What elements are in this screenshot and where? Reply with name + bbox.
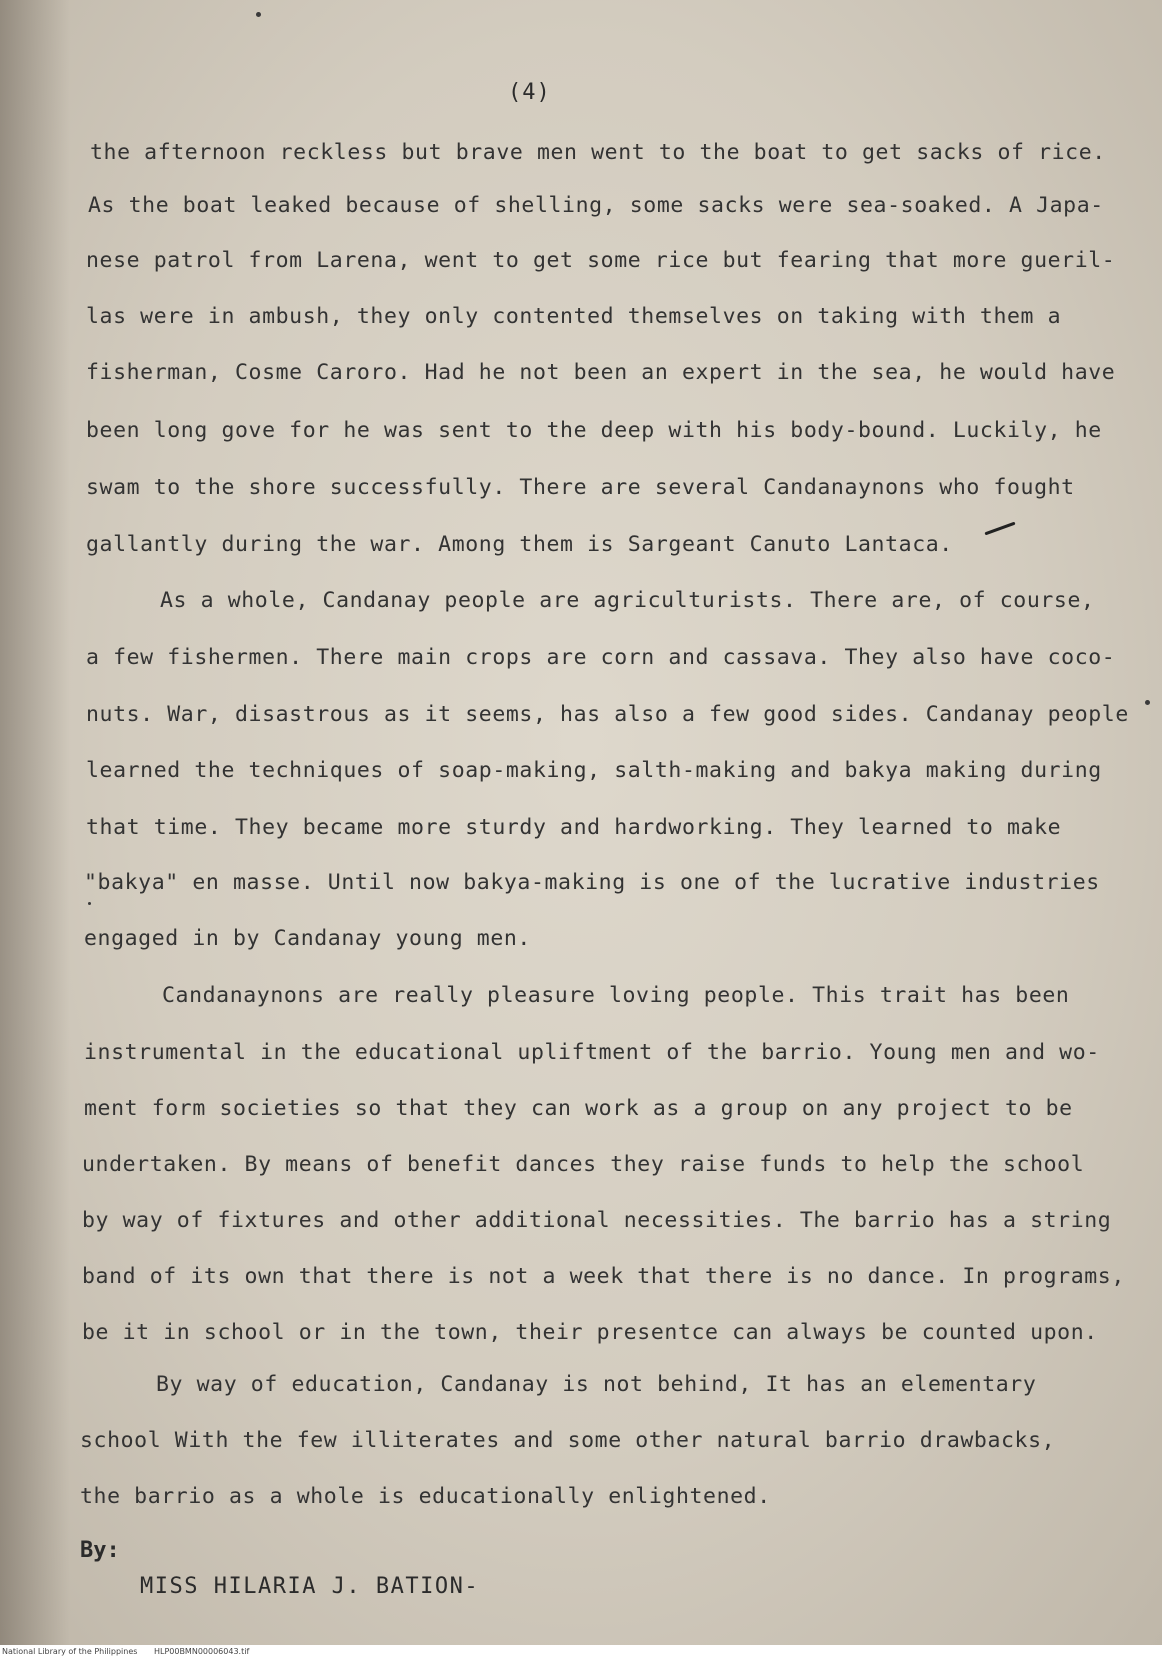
body-line-21: band of its own that there is not a week that there is no dance. In programs,	[82, 1264, 1125, 1289]
page-number: (4)	[508, 80, 551, 105]
body-line-9: As a whole, Candanay people are agriculturists. There are, of course,	[160, 588, 1095, 613]
body-line-8: gallantly during the war. Among them is Sargeant Canuto Lantaca.	[86, 532, 953, 557]
body-line-18: ment form societies so that they can work as a group on any project to be	[84, 1096, 1073, 1121]
body-line-23: By way of education, Candanay is not behind, It has an elementary	[156, 1372, 1037, 1397]
pen-tick-mark	[984, 522, 1015, 536]
body-line-14: "bakya" en masse. Until now bakya-making is one of the lucrative industries	[84, 870, 1100, 895]
author-name: MISS HILARIA J. BATION-	[140, 1574, 480, 1599]
body-line-15: engaged in by Candanay young men.	[84, 926, 531, 951]
body-line-12: learned the techniques of soap-making, salth-making and bakya making during	[86, 758, 1102, 783]
body-line-24: school With the few illiterates and some other natural barrio drawbacks,	[80, 1428, 1056, 1453]
ink-speck	[1145, 700, 1150, 705]
body-line-2: As the boat leaked because of shelling, some sacks were sea-soaked. A Japa-	[88, 193, 1104, 218]
body-line-10: a few fishermen. There main crops are corn and cassava. They also have coco-	[86, 645, 1116, 670]
page-edge-shadow	[0, 0, 70, 1645]
body-line-7: swam to the shore successfully. There are several Candanaynons who fought	[86, 475, 1075, 500]
ink-speck	[88, 902, 91, 905]
body-line-20: by way of fixtures and other additional necessities. The barrio has a string	[82, 1208, 1112, 1233]
body-line-16: Candanaynons are really pleasure loving people. This trait has been	[162, 983, 1070, 1008]
body-line-17: instrumental in the educational upliftment of the barrio. Young men and wo-	[84, 1040, 1100, 1065]
body-line-25: the barrio as a whole is educationally enlightened.	[80, 1484, 771, 1509]
footer-library-label: National Library of the Philippines	[2, 1647, 138, 1656]
body-line-11: nuts. War, disastrous as it seems, has also a few good sides. Candanay people	[86, 702, 1129, 727]
body-line-3: nese patrol from Larena, went to get some rice but fearing that more gueril-	[86, 248, 1116, 273]
ink-speck	[256, 12, 261, 17]
body-line-19: undertaken. By means of benefit dances they raise funds to help the school	[82, 1152, 1085, 1177]
body-line-5: fisherman, Cosme Caroro. Had he not been an expert in the sea, he would have	[86, 360, 1116, 385]
body-line-13: that time. They became more sturdy and hardworking. They learned to make	[86, 815, 1062, 840]
footer-file-id: HLP00BMN00006043.tif	[153, 1647, 250, 1656]
body-line-6: been long gove for he was sent to the deep with his body-bound. Luckily, he	[86, 418, 1102, 443]
signature-by-label: By:	[80, 1538, 120, 1563]
body-line-1: the afternoon reckless but brave men went to the boat to get sacks of rice.	[90, 140, 1106, 165]
body-line-4: las were in ambush, they only contented themselves on taking with them a	[86, 304, 1062, 329]
scan-footer	[0, 1645, 1162, 1658]
body-line-22: be it in school or in the town, their presentce can always be counted upon.	[82, 1320, 1098, 1345]
